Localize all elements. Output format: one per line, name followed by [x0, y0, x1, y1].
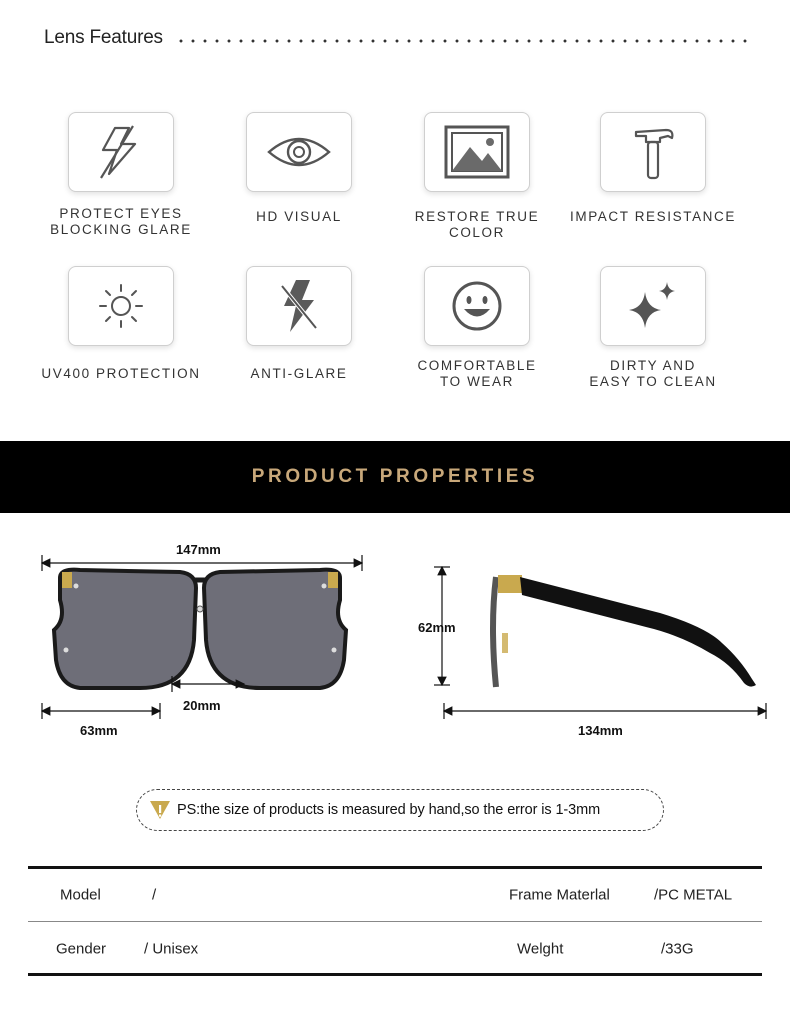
spec-label-weight: Welght: [517, 940, 564, 957]
feature-impact-resistance: [563, 112, 743, 225]
feature-label: RESTORE TRUE COLOR: [414, 209, 540, 240]
smiley-icon: [451, 280, 503, 332]
spec-table: [28, 866, 762, 976]
dim-lens-width: 63mm: [80, 723, 118, 738]
table-row: [28, 869, 762, 922]
image-icon: [444, 125, 510, 179]
lens-features-header: [44, 26, 754, 50]
feature-label: HD VISUAL: [256, 209, 342, 224]
feature-label: DIRTY AND EASY TO CLEAN: [589, 358, 717, 389]
feature-label: ANTI-GLARE: [250, 366, 348, 381]
feature-true-color: [387, 112, 567, 241]
product-properties-banner: [0, 441, 790, 513]
feature-label: COMFORTABLE TO WEAR: [417, 358, 537, 389]
feature-protect-eyes: [31, 112, 211, 238]
anti-glare-icon: [274, 276, 324, 336]
feature-uv400: [31, 266, 211, 382]
lens-features-title: Lens Features: [44, 27, 163, 48]
measurement-note: [136, 789, 664, 831]
sparkle-icon: [623, 278, 683, 334]
table-row: [28, 922, 762, 975]
side-view-diagram: [410, 555, 780, 725]
feature-label: UV400 PROTECTION: [41, 366, 201, 381]
spec-value-frame-material: /PC METAL: [654, 886, 733, 904]
dotted-divider: [175, 39, 754, 43]
feature-tile: [68, 266, 174, 346]
spec-value-model: /: [152, 886, 157, 904]
feature-hd-visual: [209, 112, 389, 225]
dim-lens-height: 62mm: [418, 620, 456, 635]
feature-label: IMPACT RESISTANCE: [570, 209, 736, 224]
feature-easy-clean: [563, 266, 743, 390]
feature-tile: [424, 112, 530, 192]
measurement-note-text: PS:the size of products is measured by hand,so the error is 1-3mm: [177, 802, 601, 818]
spec-value-weight: /33G: [661, 940, 694, 957]
lightning-icon: [91, 122, 151, 182]
dim-total-width: 147mm: [176, 542, 221, 557]
hammer-icon: [628, 122, 678, 182]
feature-tile: [600, 112, 706, 192]
sun-icon: [96, 281, 146, 331]
feature-anti-glare: [209, 266, 389, 382]
feature-tile: [68, 112, 174, 192]
feature-tile: [246, 266, 352, 346]
warning-icon: [147, 797, 173, 823]
dim-bridge: 20mm: [183, 698, 221, 713]
banner-title: PRODUCT PROPERTIES: [251, 466, 539, 487]
spec-label-frame-material: Frame Materlal: [509, 886, 610, 904]
feature-tile: [600, 266, 706, 346]
feature-tile: [424, 266, 530, 346]
dim-temple-length: 134mm: [578, 723, 623, 738]
eye-icon: [266, 132, 332, 172]
spec-value-gender: / Unisex: [144, 940, 199, 957]
feature-label: PROTECT EYES BLOCKING GLARE: [50, 206, 192, 237]
spec-label-gender: Gender: [56, 940, 107, 957]
feature-comfortable: [387, 266, 567, 390]
feature-tile: [246, 112, 352, 192]
spec-label-model: Model: [60, 886, 101, 904]
